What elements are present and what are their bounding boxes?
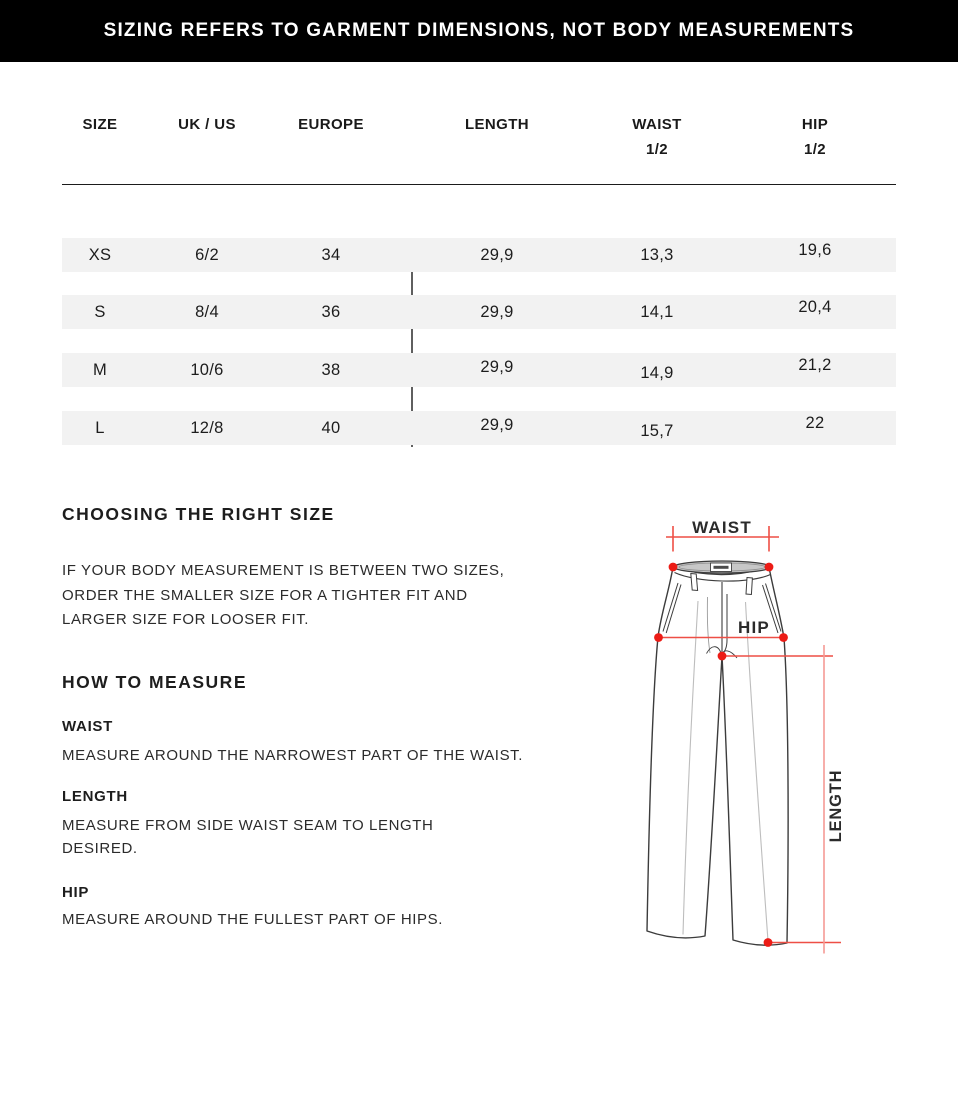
diagram-hip-label: HIP xyxy=(738,618,770,637)
column-header-sub: 1/2 xyxy=(645,141,669,158)
text-line: MEASURE AROUND THE FULLEST PART OF HIPS. xyxy=(62,911,444,928)
column-header-uk-us xyxy=(178,116,236,133)
measure-length-label: LENGTH xyxy=(62,788,128,805)
header-rule xyxy=(62,184,896,185)
measure-length-text xyxy=(62,814,433,860)
waist-cell: 14,1 xyxy=(640,303,674,321)
size-table-header xyxy=(62,116,896,172)
column-header-label: SIZE xyxy=(82,116,118,133)
column-header-label: UK / US xyxy=(178,116,236,133)
text-line: MEASURE FROM SIDE WAIST SEAM TO LENGTH xyxy=(62,817,434,834)
column-header-europe xyxy=(298,116,364,133)
waist-cell: 14,9 xyxy=(640,364,674,382)
uk-us-cell: 8/4 xyxy=(195,303,219,321)
table-row xyxy=(62,411,896,445)
diagram-length-label: LENGTH xyxy=(827,769,845,843)
waist-cell: 15,7 xyxy=(640,422,674,440)
size-cell: L xyxy=(95,419,105,437)
disclaimer-text: SIZING REFERS TO GARMENT DIMENSIONS, NOT BODY MEASUREMENTS xyxy=(103,20,855,41)
trouser-measurement-diagram xyxy=(640,503,855,965)
length-cell: 29,9 xyxy=(480,303,514,321)
hip-cell: 20,4 xyxy=(798,298,832,316)
uk-us-cell: 10/6 xyxy=(190,361,224,379)
length-cell: 29,9 xyxy=(480,416,514,434)
size-cell: XS xyxy=(88,246,112,264)
text-line: DESIRED. xyxy=(62,840,138,857)
column-header-label: WAIST xyxy=(632,116,682,133)
length-cell: 29,9 xyxy=(480,246,514,264)
how-to-measure-title: HOW TO MEASURE xyxy=(62,672,247,692)
measure-waist-text xyxy=(62,744,523,767)
measure-dot xyxy=(764,938,773,947)
column-header-size xyxy=(83,116,118,133)
size-cell: S xyxy=(94,303,106,321)
europe-cell: 36 xyxy=(321,303,341,321)
column-header-waist xyxy=(632,116,682,158)
measure-dot xyxy=(718,652,727,661)
table-row xyxy=(62,295,896,329)
column-header-label: EUROPE xyxy=(298,116,364,133)
text-line: LARGER SIZE FOR LOOSER FIT. xyxy=(62,611,310,628)
europe-cell: 38 xyxy=(321,361,341,379)
choosing-size-text xyxy=(62,559,504,633)
europe-cell: 34 xyxy=(321,246,341,264)
hip-cell: 22 xyxy=(805,414,825,432)
belt-loop xyxy=(691,574,698,591)
choosing-size-title: CHOOSING THE RIGHT SIZE xyxy=(62,504,335,524)
belt-loop xyxy=(746,578,752,595)
measure-dot xyxy=(654,633,663,642)
text-line: MEASURE AROUND THE NARROWEST PART OF THE WAIST. xyxy=(62,747,524,764)
column-header-hip xyxy=(802,116,828,158)
text-line: IF YOUR BODY MEASUREMENT IS BETWEEN TWO SIZES, xyxy=(62,562,505,579)
europe-cell: 40 xyxy=(321,419,341,437)
column-header-label: HIP xyxy=(801,116,829,133)
uk-us-cell: 6/2 xyxy=(195,246,219,264)
column-header-length xyxy=(465,116,529,133)
measure-dot xyxy=(669,563,678,572)
length-cell: 29,9 xyxy=(480,358,514,376)
hip-cell: 21,2 xyxy=(798,356,832,374)
measure-hip-text xyxy=(62,908,443,931)
measure-dot xyxy=(779,633,788,642)
measure-waist-label: WAIST xyxy=(62,718,113,735)
diagram-waist-label: WAIST xyxy=(692,518,752,537)
disclaimer-banner xyxy=(0,0,958,62)
measure-hip-label: HIP xyxy=(62,884,90,901)
hip-cell: 19,6 xyxy=(798,241,832,259)
brand-label-text xyxy=(714,566,729,569)
column-header-sub: 1/2 xyxy=(803,141,827,158)
column-header-label: LENGTH xyxy=(464,116,530,133)
table-row xyxy=(62,238,896,272)
size-cell: M xyxy=(92,361,108,379)
text-line: ORDER THE SMALLER SIZE FOR A TIGHTER FIT AND xyxy=(62,586,468,604)
table-row xyxy=(62,353,896,387)
uk-us-cell: 12/8 xyxy=(190,419,224,437)
waist-cell: 13,3 xyxy=(640,246,674,264)
measure-dot xyxy=(765,563,774,572)
